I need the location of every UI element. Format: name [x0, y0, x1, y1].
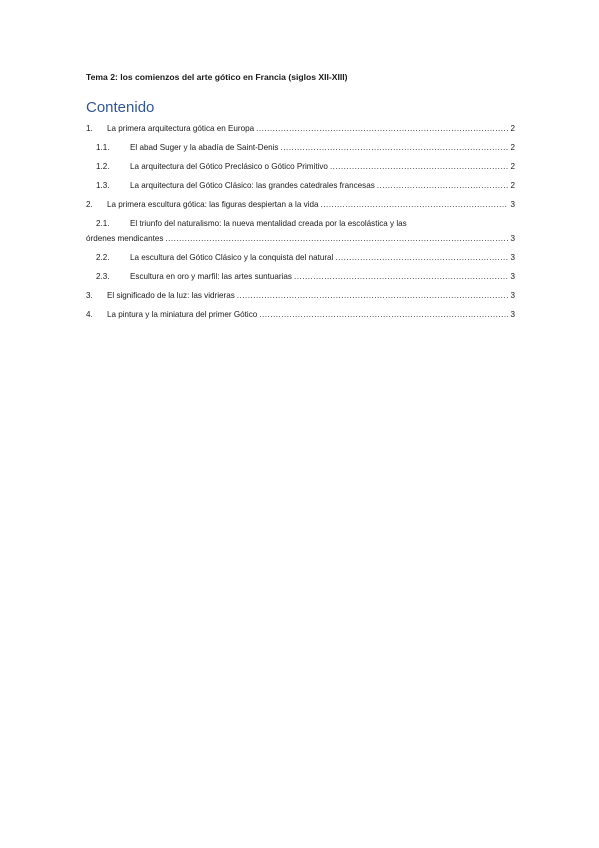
toc-entry-number: 1. — [86, 124, 93, 133]
toc-entry[interactable] — [86, 161, 515, 172]
toc-entry-page[interactable]: 2 — [510, 124, 515, 133]
toc-entry-page[interactable]: 3 — [510, 253, 515, 262]
toc-entry-title[interactable]: La arquitectura del Gótico Clásico: las grandes catedrales francesas — [130, 181, 375, 190]
toc-dot-leader — [280, 142, 508, 153]
toc-entry[interactable] — [86, 290, 515, 301]
toc-entry[interactable] — [86, 199, 515, 210]
toc-entry-number: 2. — [86, 200, 93, 209]
toc-entry-title-continued[interactable]: órdenes mendicantes — [86, 234, 164, 243]
toc-dot-leader — [237, 290, 509, 301]
toc-dot-leader — [165, 233, 508, 244]
toc-entry[interactable] — [86, 309, 515, 320]
toc-entry-number: 2.1. — [96, 219, 110, 228]
toc-entry-number: 2.3. — [96, 272, 110, 281]
toc-dot-leader — [330, 161, 509, 172]
table-of-contents — [86, 120, 515, 320]
toc-entry-page[interactable]: 2 — [510, 143, 515, 152]
toc-dot-leader — [335, 252, 508, 263]
toc-entry-number: 1.2. — [96, 162, 110, 171]
toc-entry-title[interactable]: El significado de la luz: las vidrieras — [107, 291, 235, 300]
toc-dot-leader — [294, 271, 509, 282]
toc-entry-number: 4. — [86, 310, 93, 319]
toc-entry-page[interactable]: 2 — [510, 181, 515, 190]
toc-dot-leader — [259, 309, 508, 320]
toc-entry-title[interactable]: El abad Suger y la abadía de Saint-Denis — [130, 143, 279, 152]
toc-entry-page[interactable]: 2 — [510, 162, 515, 171]
toc-entry-number: 3. — [86, 291, 93, 300]
toc-entry-number: 2.2. — [96, 253, 110, 262]
toc-entry-page[interactable]: 3 — [510, 200, 515, 209]
toc-entry[interactable] — [86, 142, 515, 153]
toc-entry-page[interactable]: 3 — [510, 310, 515, 319]
toc-dot-leader — [256, 123, 508, 134]
toc-entry-title[interactable]: La pintura y la miniatura del primer Gótico — [107, 310, 258, 319]
toc-entry-page[interactable]: 3 — [510, 234, 515, 243]
toc-entry[interactable] — [86, 218, 515, 244]
toc-entry-number: 1.3. — [96, 181, 110, 190]
toc-entry-number: 1.1. — [96, 143, 110, 152]
toc-heading: Contenido — [86, 99, 155, 116]
toc-entry-title[interactable]: El triunfo del naturalismo: la nueva mentalidad creada por la escolástica y las — [130, 219, 407, 228]
toc-entry[interactable] — [86, 271, 515, 282]
toc-entry-page[interactable]: 3 — [510, 291, 515, 300]
toc-entry-title[interactable]: Escultura en oro y marfil: las artes suntuarias — [130, 272, 292, 281]
toc-dot-leader — [377, 180, 509, 191]
toc-entry-title[interactable]: La primera escultura gótica: las figuras despiertan a la vida — [107, 200, 319, 209]
toc-entry-page[interactable]: 3 — [510, 272, 515, 281]
toc-entry-title[interactable]: La primera arquitectura gótica en Europa — [107, 124, 255, 133]
toc-entry-title[interactable]: La escultura del Gótico Clásico y la conquista del natural — [130, 253, 334, 262]
toc-entry[interactable] — [86, 180, 515, 191]
toc-entry-title[interactable]: La arquitectura del Gótico Preclásico o Gótico Primitivo — [130, 162, 328, 171]
toc-entry[interactable] — [86, 123, 515, 134]
toc-entry[interactable] — [86, 252, 515, 263]
document-title: Tema 2: los comienzos del arte gótico en Francia (siglos XII-XIII) — [86, 72, 348, 82]
toc-dot-leader — [320, 199, 508, 210]
